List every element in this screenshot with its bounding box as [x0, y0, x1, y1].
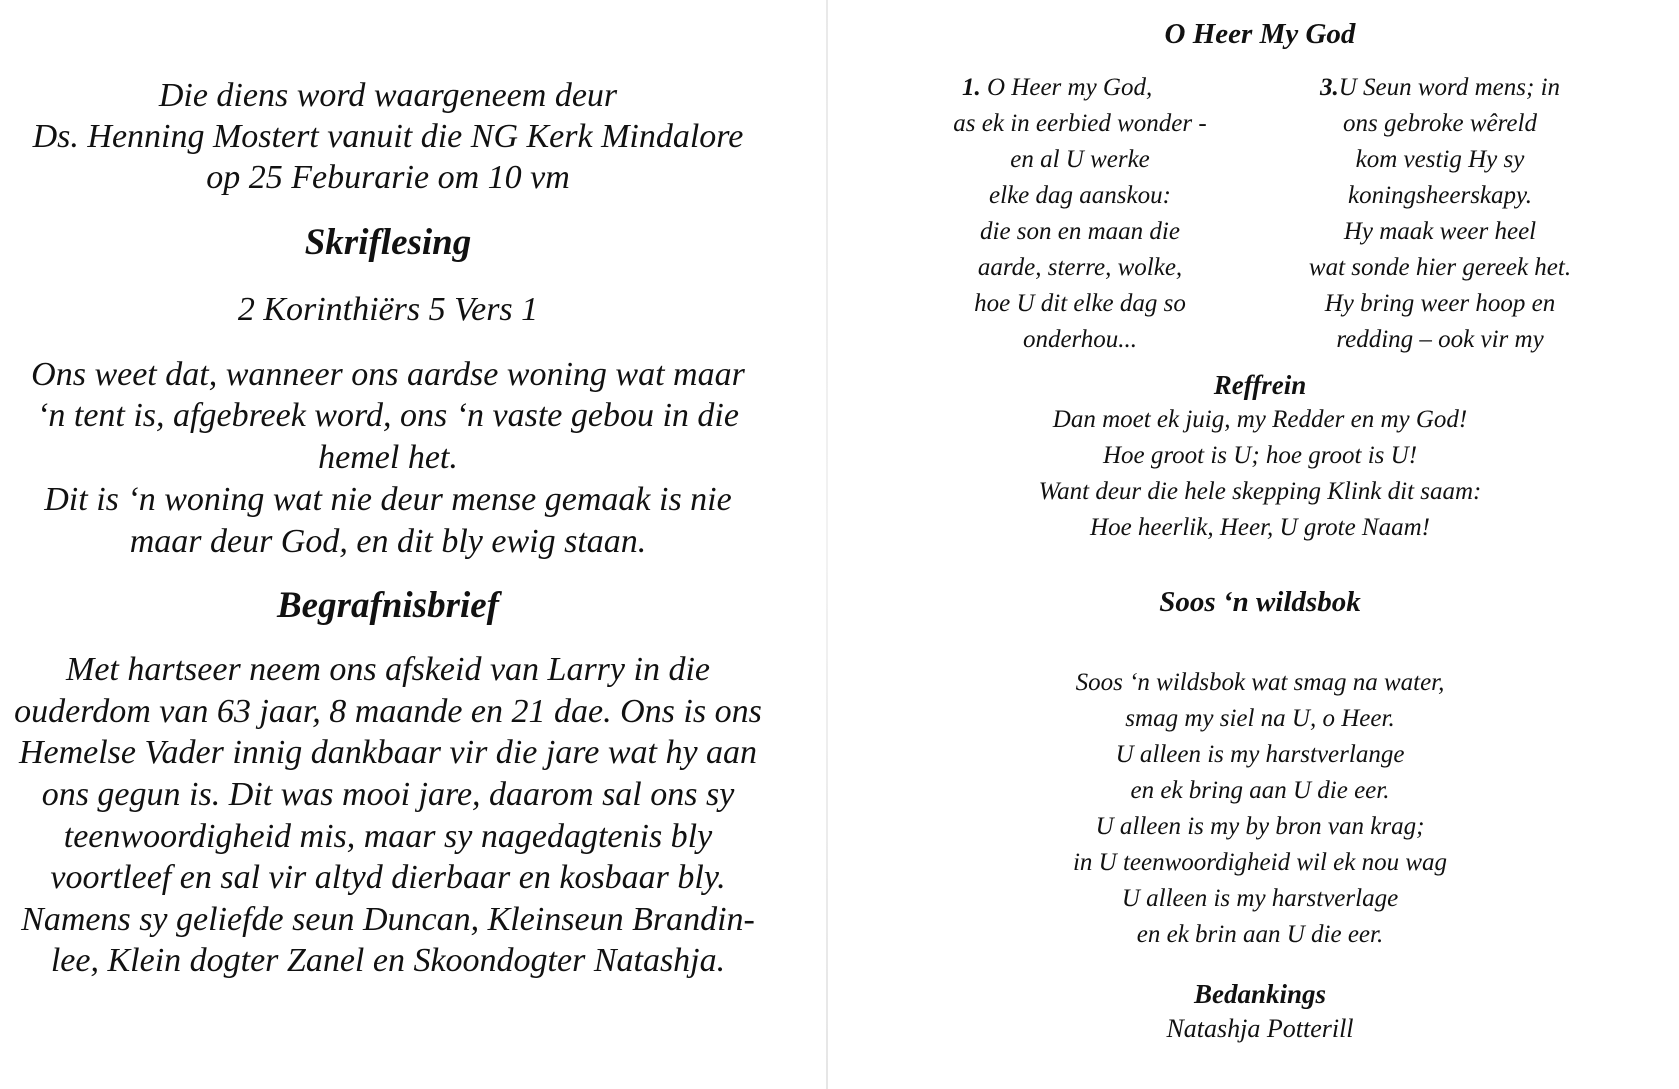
scripture-line: Ons weet dat, wanneer ons aardse woning wat maar [31, 356, 745, 393]
letter-line: voortleef en sal vir altyd dierbaar en kosbaar bly. [50, 859, 726, 896]
refrain-line: Dan moet ek juig, my Redder en my God! [1052, 406, 1468, 433]
page-fold-divider [826, 0, 828, 1089]
scripture-reference: 2 Korinthiërs 5 Vers 1 [237, 291, 539, 328]
verse-line: aarde, sterre, wolke, [977, 254, 1183, 281]
scripture-line: ‘n tent is, afgebreek word, ons ‘n vaste gebou in die [37, 397, 739, 434]
letter-line: Hemelse Vader innig dankbaar vir die jare wat hy aan [18, 734, 758, 771]
verse-1 [900, 70, 1260, 358]
verse-line: Hy maak weer heel [1343, 218, 1537, 245]
refrain-line: Hoe groot is U; hoe groot is U! [1102, 442, 1418, 469]
hymn2-line: Soos ‘n wildsbok wat smag na water, [1075, 669, 1445, 696]
verse-3 [1260, 70, 1620, 358]
hymn1-title: O Heer My God [1164, 18, 1356, 50]
letter-line: Namens sy geliefde seun Duncan, Kleinseun Brandin- [21, 901, 755, 938]
left-page [0, 0, 776, 1089]
letter-line: Met hartseer neem ons afskeid van Larry in die [66, 651, 710, 688]
verse-3-number: 3. [1319, 74, 1339, 101]
hymn2-line: en ek brin aan U die eer. [1136, 921, 1384, 948]
letter-line: teenwoordigheid mis, maar sy nagedagtenis bly [63, 818, 713, 855]
verse-line: Hy bring weer hoop en [1324, 290, 1556, 317]
verse-1-first-line [900, 70, 1260, 106]
letter-line: ons gegun is. Dit was mooi jare, daarom sal ons sy [41, 776, 735, 813]
verse-1-number: 1. [962, 74, 981, 101]
thanks-name: Natashja Potterill [1166, 1014, 1354, 1043]
intro-line: Ds. Henning Mostert vanuit die NG Kerk Mindalore [32, 118, 744, 155]
scripture-line: maar deur God, en dit bly ewig staan. [129, 523, 647, 560]
hymn2-line: en ek bring aan U die eer. [1130, 777, 1390, 804]
letter-line: lee, Klein dogter Zanel en Skoondogter Natashja. [50, 942, 726, 979]
thanks-title: Bedankings [1193, 979, 1327, 1009]
verse-3-first-line [1260, 70, 1620, 106]
verse-line: kom vestig Hy sy [1355, 146, 1525, 173]
verse-line: as ek in eerbied wonder - [953, 110, 1207, 137]
verse-line: O Heer my God, [987, 74, 1153, 101]
hymn2-line: U alleen is my harstverlange [1115, 741, 1405, 768]
letter-heading: Begrafnisbrief [277, 585, 499, 626]
verse-line: redding – ook vir my [1336, 326, 1544, 353]
hymn2-line: in U teenwoordigheid wil ek nou wag [1072, 849, 1448, 876]
verse-line: ons gebroke wêreld [1343, 110, 1537, 137]
verse-line: en al U werke [1010, 146, 1150, 173]
scripture-heading: Skriflesing [304, 222, 472, 263]
refrain-line: Hoe heerlik, Heer, U grote Naam! [1090, 514, 1430, 541]
intro-line: Die diens word waargeneem deur [158, 77, 618, 114]
refrain-title: Reffrein [1213, 370, 1307, 400]
hymn2-line: U alleen is my harstverlage [1121, 885, 1399, 912]
verse-line: elke dag aanskou: [989, 182, 1171, 209]
right-page [900, 0, 1620, 1089]
verse-line: U Seun word mens; in [1338, 74, 1561, 101]
refrain-line: Want deur die hele skepping Klink dit saam: [1038, 478, 1482, 505]
verse-line: onderhou... [1022, 326, 1138, 353]
hymn2-title: Soos ‘n wildsbok [1159, 586, 1361, 618]
scripture-line: Dit is ‘n woning wat nie deur mense gemaak is nie [44, 481, 732, 518]
verse-line: wat sonde hier gereek het. [1308, 254, 1572, 281]
hymn2-line: smag my siel na U, o Heer. [1125, 705, 1395, 732]
hymn2-line: U alleen is my by bron van krag; [1095, 813, 1425, 840]
verse-line: hoe U dit elke dag so [974, 290, 1186, 317]
intro-line: op 25 Feburarie om 10 vm [206, 159, 570, 196]
letter-line: ouderdom van 63 jaar, 8 maande en 21 dae. Ons is ons [14, 693, 762, 730]
verse-line: koningsheerskapy. [1348, 182, 1532, 209]
verse-line: die son en maan die [980, 218, 1180, 245]
scripture-line: hemel het. [318, 439, 458, 476]
